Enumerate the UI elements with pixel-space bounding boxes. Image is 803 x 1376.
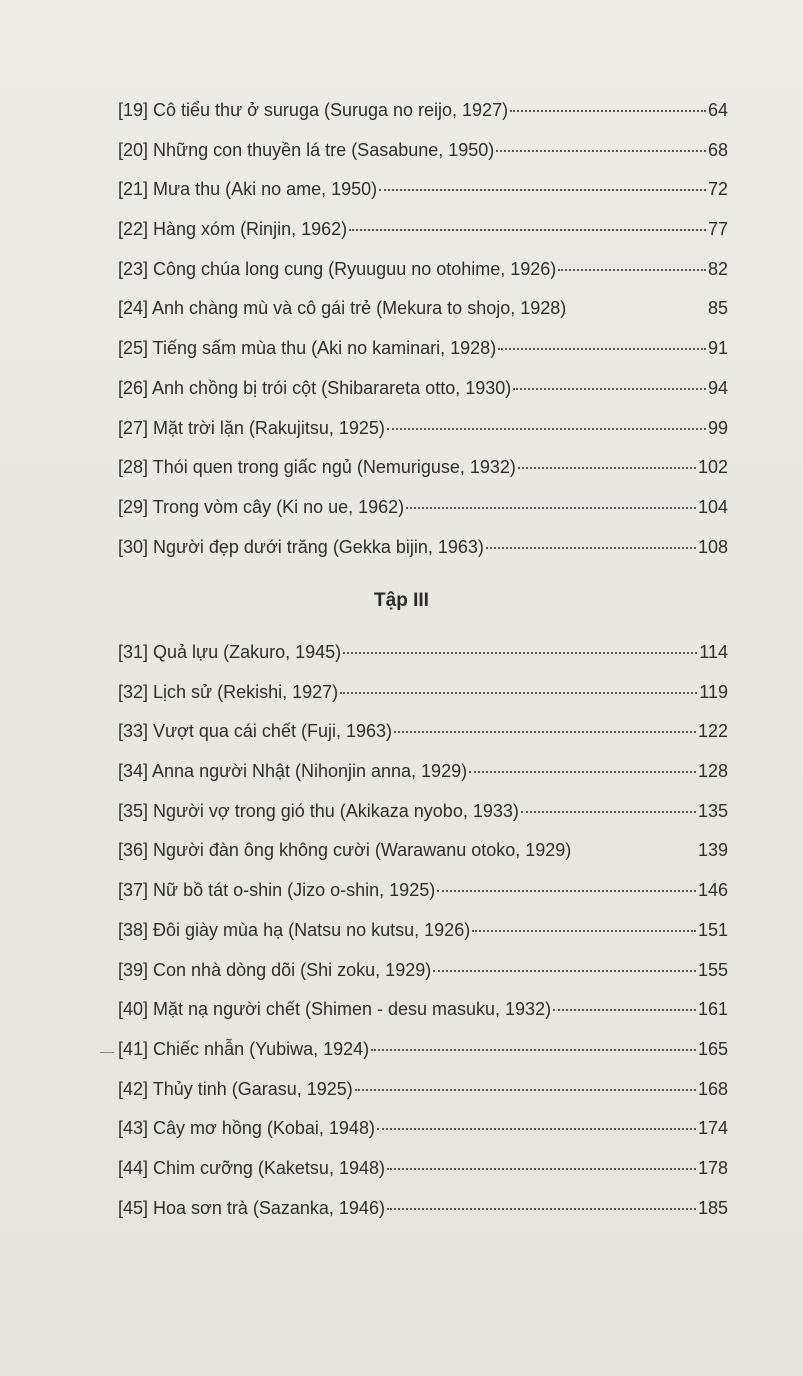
toc-entry-title: [37] Nữ bồ tát o-shin (Jizo o-shin, 1925): [118, 880, 436, 901]
toc-entry-page: 146: [697, 880, 728, 901]
toc-entry-page: 155: [697, 959, 728, 980]
dot-leader: [496, 150, 706, 152]
toc-entry: [118, 412, 728, 452]
toc-entry-page: 68: [707, 139, 728, 160]
toc-entry-title: [32] Lịch sử (Rekishi, 1927): [118, 681, 339, 702]
toc-entry-title: [38] Đôi giày mùa hạ (Natsu no kutsu, 1926): [118, 919, 471, 940]
dot-leader: [406, 507, 696, 509]
toc-entry-title: [26] Anh chồng bị trói cột (Shibarareta otto, 1930): [118, 377, 512, 398]
toc-entry: [118, 715, 728, 755]
toc-entry: [118, 134, 728, 174]
toc-entry-title: [25] Tiếng sấm mùa thu (Aki no kaminari, 1928): [118, 338, 497, 359]
toc-entry: [118, 531, 728, 571]
toc-entry-page: 104: [697, 496, 728, 517]
toc-entry-page: 122: [697, 721, 728, 742]
toc-entry-title: [41] Chiếc nhẫn (Yubiwa, 1924): [118, 1038, 370, 1059]
toc-entry-title: [39] Con nhà dòng dõi (Shi zoku, 1929): [118, 959, 432, 980]
toc-entry-page: 174: [697, 1118, 728, 1139]
toc-entry-page: 72: [707, 179, 728, 200]
toc-entry-title: [45] Hoa sơn trà (Sazanka, 1946): [118, 1197, 385, 1218]
toc-entry: [118, 954, 728, 994]
toc-entry-title: [36] Người đàn ông không cười (Warawanu otoko, 1929): [118, 840, 572, 861]
dot-leader: [558, 269, 706, 271]
toc-entry: [118, 372, 728, 412]
dot-leader: [521, 811, 696, 813]
dot-leader: [387, 428, 706, 430]
toc-entry-page: 94: [707, 377, 728, 398]
dot-leader: [343, 652, 697, 654]
dot-leader: [518, 467, 696, 469]
dot-leader: [377, 1128, 696, 1130]
toc-entry: [118, 173, 728, 213]
toc-entry: [118, 332, 728, 372]
toc-entry: [118, 491, 728, 531]
toc-entry: [118, 1152, 728, 1192]
toc-entry-page: 114: [699, 642, 728, 662]
dot-leader: [513, 388, 706, 390]
toc-entry-page: 151: [697, 919, 728, 940]
toc-entry-title: [29] Trong vòm cây (Ki no ue, 1962): [118, 496, 405, 517]
toc-entry: [118, 213, 728, 253]
toc-entry-page: 77: [707, 219, 728, 240]
toc-entry-title: [42] Thủy tinh (Garasu, 1925): [118, 1078, 353, 1099]
toc-entry: [118, 1112, 728, 1152]
toc-entry: [118, 1192, 728, 1232]
section-heading-volume-3: Tập III: [374, 590, 429, 611]
toc-entry-page: 64: [707, 100, 728, 120]
toc-entry: [118, 914, 728, 954]
dot-leader: [469, 771, 696, 773]
toc-entry-page: 91: [707, 338, 728, 359]
toc-entry: [118, 676, 728, 716]
toc-entry: [118, 993, 728, 1033]
toc-entry-page: 161: [697, 999, 728, 1020]
dot-leader: [379, 189, 706, 191]
toc-entry-title: [33] Vượt qua cái chết (Fuji, 1963): [118, 721, 392, 742]
dot-leader: [553, 1009, 696, 1011]
toc-entry-title: [44] Chim cưỡng (Kaketsu, 1948): [118, 1157, 385, 1178]
toc-entry-title: [22] Hàng xóm (Rinjin, 1962): [118, 219, 348, 240]
toc-entry: [118, 636, 728, 676]
toc-entry-page: 102: [697, 457, 728, 478]
toc-entry-title: [28] Thói quen trong giấc ngủ (Nemuriguse, 1932): [118, 457, 516, 478]
toc-entry-title: [30] Người đẹp dưới trăng (Gekka bijin, 1963): [118, 536, 484, 557]
toc-entry-title: [35] Người vợ trong gió thu (Akikaza nyobo, 1933): [118, 800, 519, 821]
toc-entry: [118, 1073, 728, 1113]
toc-entry-title: [43] Cây mơ hồng (Kobai, 1948): [118, 1118, 375, 1139]
dot-leader: [437, 890, 696, 892]
toc-volume-3: [118, 636, 728, 1231]
toc-entry-title: [40] Mặt nạ người chết (Shimen - desu masuku, 1932): [118, 999, 552, 1020]
toc-entry-page: 165: [697, 1038, 728, 1059]
toc-entry: [118, 94, 728, 134]
toc-entry-page: 128: [697, 761, 728, 782]
dot-leader: [349, 229, 706, 231]
dot-leader: [371, 1049, 696, 1051]
toc-entry-page: 168: [697, 1078, 728, 1099]
toc-entry-title: [34] Anna người Nhật (Nihonjin anna, 1929): [118, 761, 468, 782]
toc-entry-title: [20] Những con thuyền lá tre (Sasabune, 1950): [118, 139, 495, 160]
toc-entry-title: [24] Anh chàng mù và cô gái trẻ (Mekura to shojo, 1928): [118, 298, 567, 319]
dot-leader: [387, 1208, 696, 1210]
toc-entry: [118, 834, 728, 874]
toc-entry-page: 139: [697, 840, 728, 861]
dot-leader: [486, 547, 696, 549]
toc-entry-page: 135: [697, 800, 728, 821]
margin-mark: [100, 1052, 114, 1053]
toc-entry-page: 108: [697, 536, 728, 557]
toc-entry-title: [19] Cô tiểu thư ở suruga (Suruga no reijo, 1927): [118, 100, 509, 120]
dot-leader: [387, 1168, 696, 1170]
dot-leader: [433, 970, 696, 972]
dot-leader: [472, 930, 696, 932]
toc-entry-title: [21] Mưa thu (Aki no ame, 1950): [118, 179, 378, 200]
dot-leader: [355, 1089, 696, 1091]
toc-entry: [118, 292, 728, 332]
toc-entry-title: [23] Công chúa long cung (Ryuuguu no otohime, 1926): [118, 258, 557, 279]
toc-entry-title: [31] Quả lựu (Zakuro, 1945): [118, 642, 342, 662]
toc-entry: [118, 1033, 728, 1073]
toc-entry: [118, 795, 728, 835]
toc-entry: [118, 451, 728, 491]
toc-entry-page: 99: [707, 417, 728, 438]
dot-leader: [510, 110, 706, 112]
toc-entry-page: 178: [697, 1157, 728, 1178]
toc-entry-page: 119: [699, 681, 728, 702]
toc-volume-2: [118, 94, 728, 570]
toc-entry: [118, 874, 728, 914]
toc-entry-title: [27] Mặt trời lặn (Rakujitsu, 1925): [118, 417, 385, 438]
toc-entry-page: 185: [697, 1197, 728, 1218]
toc-entry: [118, 755, 728, 795]
dot-leader: [394, 731, 696, 733]
dot-leader: [340, 692, 697, 694]
dot-leader: [498, 348, 706, 350]
toc-entry-page: 82: [707, 258, 728, 279]
toc-entry: [118, 253, 728, 293]
toc-entry-page: 85: [707, 298, 728, 319]
